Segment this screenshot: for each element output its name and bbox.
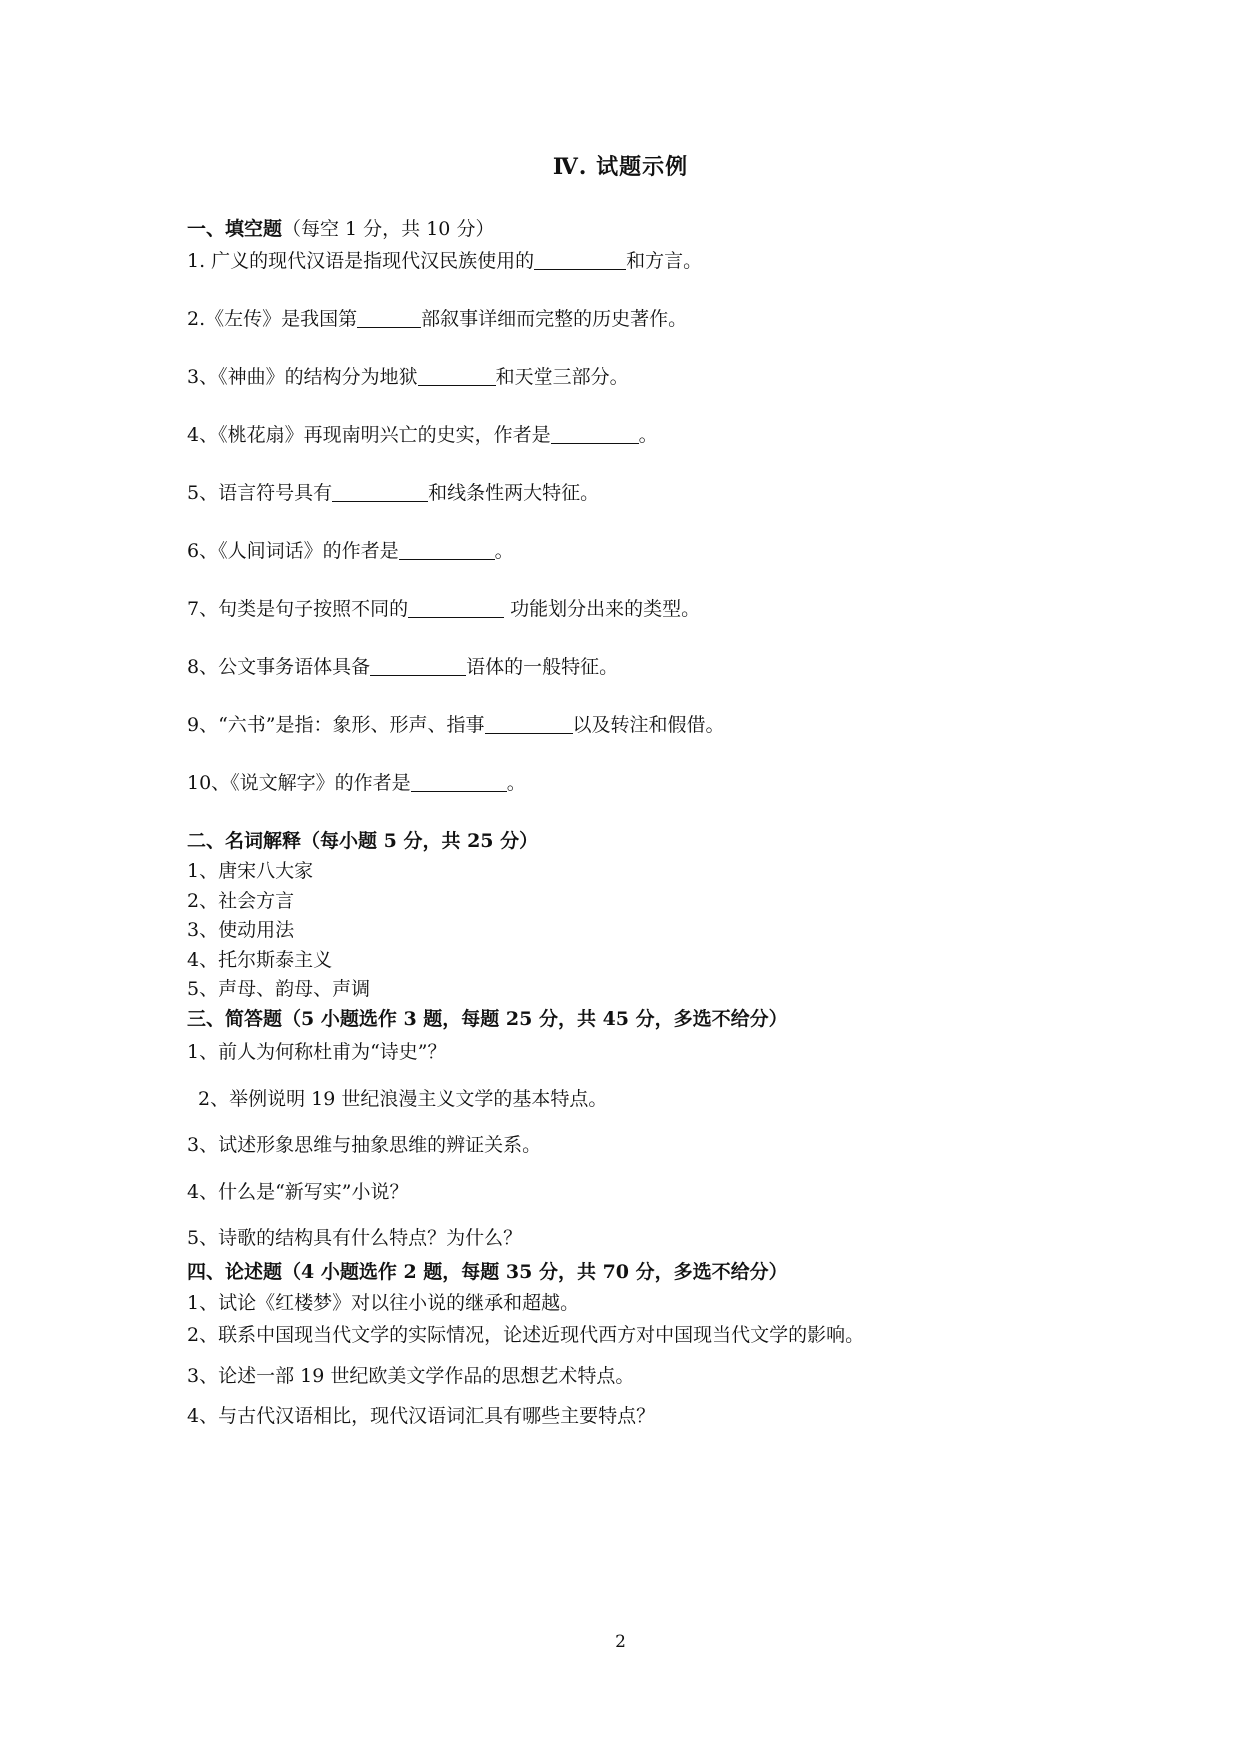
section-heading-short: 三、简答题（5 小题选作 3 题，每题 25 分，共 45 分，多选不给分）	[187, 1008, 788, 1030]
fill-item-text: 。	[494, 540, 514, 562]
fill-item-text: 9、“六书”是指：象形、形声、指事	[187, 714, 485, 736]
term-item: 2、社会方言	[187, 890, 295, 912]
answer-blank[interactable]	[551, 425, 639, 444]
short-item: 5、诗歌的结构具有什么特点？为什么？	[187, 1227, 523, 1249]
term-item: 1、唐宋八大家	[187, 860, 314, 882]
section-heading-essay: 四、论述题（4 小题选作 2 题，每题 35 分，共 70 分，多选不给分）	[187, 1261, 788, 1283]
term-item: 3、使动用法	[187, 919, 295, 941]
term-item: 4、托尔斯泰主义	[187, 949, 333, 971]
short-item: 4、什么是“新写实”小说？	[187, 1181, 409, 1203]
fill-item	[187, 249, 702, 273]
fill-item-text: 。	[638, 424, 658, 446]
fill-item-text: 语体的一般特征。	[466, 656, 619, 678]
answer-blank[interactable]	[399, 541, 495, 560]
fill-item	[187, 307, 687, 331]
fill-item	[187, 771, 526, 795]
fill-item-text: 2.《左传》是我国第	[187, 308, 358, 330]
fill-item	[187, 365, 629, 389]
fill-item-text: 7、句类是句子按照不同的	[187, 598, 409, 620]
fill-item-text: 4、《桃花扇》再现南明兴亡的史实，作者是	[187, 424, 551, 446]
answer-blank[interactable]	[534, 251, 626, 270]
section-heading-terms: 二、名词解释（每小题 5 分，共 25 分）	[187, 830, 539, 852]
fill-item-text: 1. 广义的现代汉语是指现代汉民族使用的	[187, 250, 535, 272]
fill-item-text: 5、语言符号具有	[187, 482, 333, 504]
answer-blank[interactable]	[418, 367, 496, 386]
section-title: 一、填空题	[187, 218, 283, 240]
fill-item-text: 和天堂三部分。	[495, 366, 629, 388]
fill-item	[187, 481, 599, 505]
fill-item	[187, 597, 700, 621]
fill-item-text: 和方言。	[626, 250, 703, 272]
fill-item	[187, 423, 658, 447]
answer-blank[interactable]	[408, 599, 504, 618]
term-item: 5、声母、韵母、声调	[187, 978, 371, 1000]
answer-blank[interactable]	[370, 657, 466, 676]
fill-item-text: 10、《说文解字》的作者是	[187, 772, 411, 794]
fill-item-text: 8、公文事务语体具备	[187, 656, 371, 678]
fill-item-text: 和线条性两大特征。	[428, 482, 600, 504]
answer-blank[interactable]	[332, 483, 428, 502]
fill-item	[187, 539, 514, 563]
fill-item-text: 以及转注和假借。	[572, 714, 725, 736]
page-number: 2	[615, 1632, 626, 1652]
essay-item: 4、与古代汉语相比，现代汉语词汇具有哪些主要特点？	[187, 1405, 656, 1427]
essay-item: 2、联系中国现当代文学的实际情况，论述近现代西方对中国现当代文学的影响。	[187, 1324, 865, 1346]
fill-item-text: 部叙事详细而完整的历史著作。	[421, 308, 688, 330]
answer-blank[interactable]	[357, 309, 421, 328]
fill-item-text: 3、《神曲》的结构分为地狱	[187, 366, 418, 388]
short-item: 1、前人为何称杜甫为“诗史”？	[187, 1041, 447, 1063]
short-item: 2、举例说明 19 世纪浪漫主义文学的基本特点。	[198, 1088, 608, 1110]
answer-blank[interactable]	[485, 715, 573, 734]
fill-item-text: 。	[506, 772, 526, 794]
short-item: 3、试述形象思维与抽象思维的辨证关系。	[187, 1134, 542, 1156]
fill-item-text: 功能划分出来的类型。	[504, 598, 701, 620]
essay-item: 3、论述一部 19 世纪欧美文学作品的思想艺术特点。	[187, 1365, 635, 1387]
fill-item-text: 6、《人间词话》的作者是	[187, 540, 399, 562]
section-score-note: （每空 1 分，共 10 分）	[282, 218, 495, 240]
essay-item: 1、试论《红楼梦》对以往小说的继承和超越。	[187, 1292, 580, 1314]
fill-item	[187, 713, 725, 737]
section-heading-fill	[187, 217, 494, 241]
answer-blank[interactable]	[411, 773, 507, 792]
page-title: Ⅳ. 试题示例	[552, 154, 689, 180]
fill-item	[187, 655, 618, 679]
